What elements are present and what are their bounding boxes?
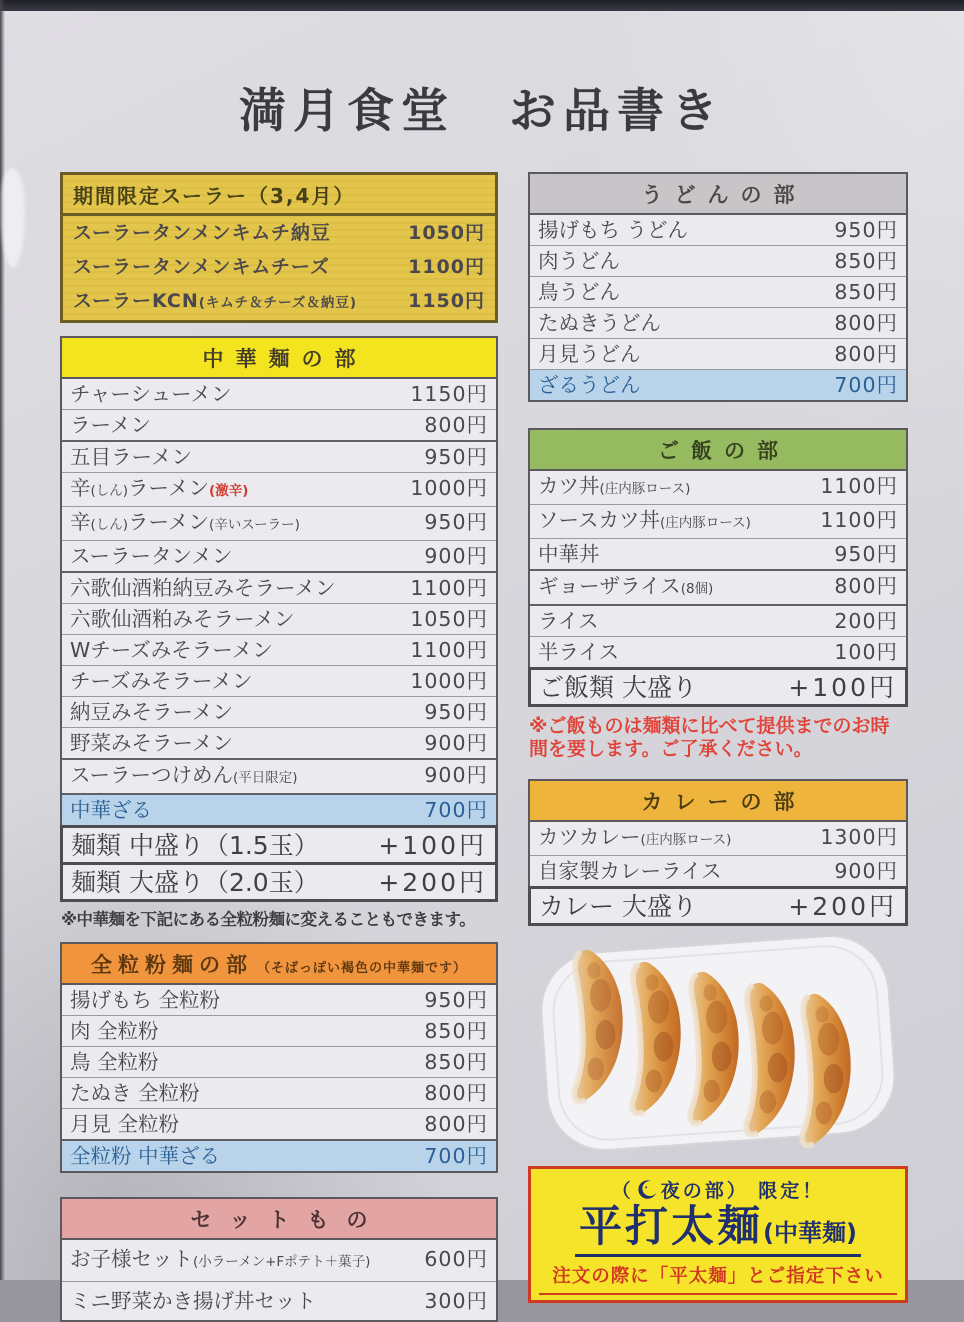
menu-item-row (530, 822, 906, 855)
item-price: 1100円 (410, 576, 488, 600)
menu-item-row (530, 245, 906, 276)
item-name: ミニ野菜かき揚げ丼セット (70, 1289, 316, 1313)
item-name: 野菜みそラーメン (70, 731, 233, 755)
item-name: チーズみそラーメン (70, 669, 253, 693)
item-name: 納豆みそラーメン (70, 700, 233, 724)
tape-artifact (1, 168, 25, 268)
udon-section-header: うどんの部 (530, 174, 906, 215)
menu-item-row (530, 307, 906, 338)
menu-item-row (62, 603, 496, 634)
open-paren: （ (611, 1180, 634, 1202)
item-price: 800円 (424, 413, 488, 437)
left-column (60, 172, 498, 1322)
menu-item-row (62, 793, 496, 825)
item-price: 950円 (424, 510, 488, 534)
item-price: 850円 (834, 280, 898, 304)
item-price: 1100円 (408, 256, 485, 278)
item-price: 1100円 (820, 508, 898, 532)
item-name: 揚げもち うどん (538, 218, 689, 242)
section-zenryufun-men (60, 942, 498, 1173)
menu-item-row (530, 604, 906, 636)
menu-item-row (62, 540, 496, 571)
menu-item-row (530, 538, 906, 569)
menu-item-row (62, 1281, 496, 1320)
item-name: 辛(しん)ラーメン(辛いスーラー) (70, 510, 300, 534)
item-name: ライス (538, 609, 599, 633)
gohan-wait-time-note: ※ご飯ものは麺類に比べて提供までのお時間を要します。ご了承ください。 (529, 715, 890, 760)
udon-item-list (530, 215, 906, 400)
chuka-size-options (60, 825, 498, 902)
crescent-moon-icon (637, 1179, 658, 1200)
menu-item-row (530, 276, 906, 307)
menu-item-row (530, 215, 906, 245)
curry-size-options (528, 886, 908, 926)
item-name: 月見うどん (538, 342, 641, 366)
item-price: 950円 (834, 542, 898, 566)
item-name: 半ライス (538, 640, 620, 664)
limited-section-header: 期間限定スーラー（3,4月） (63, 175, 495, 216)
item-price: 700円 (834, 373, 898, 397)
item-name: カツカレー(庄内豚ロース) (538, 825, 732, 849)
menu-item-row (62, 727, 496, 758)
menu-item-row (62, 985, 496, 1015)
menu-item-row (530, 569, 906, 604)
gohan-size-options (528, 667, 908, 707)
item-name: 辛(しん)ラーメン(激辛) (70, 476, 249, 500)
item-price: 700円 (424, 1144, 488, 1168)
chuka-note: ※中華麺を下記にある全粒粉麺に変えることもできます。 (61, 910, 476, 929)
night-order-instruction: 注文の際に「平太麺」とご指定下さい (539, 1262, 897, 1295)
item-price: 850円 (834, 249, 898, 273)
item-price: 900円 (834, 859, 898, 883)
curry-section-header: カレーの部 (530, 781, 906, 822)
item-price: 1050円 (410, 607, 488, 631)
item-price: 950円 (834, 218, 898, 242)
item-name: たぬきうどん (538, 311, 661, 335)
zenryufun-item-list (62, 985, 496, 1171)
item-price: 900円 (424, 544, 488, 568)
item-name: スーラータンメン (70, 544, 233, 568)
menu-item-row (62, 506, 496, 540)
section-gohan (528, 428, 908, 669)
chuka-item-list (62, 379, 496, 825)
section-set-mono (60, 1197, 498, 1322)
item-price: 1000円 (410, 669, 488, 693)
photo-edge-top (0, 0, 964, 11)
menu-item-row (62, 440, 496, 472)
item-name: 鳥 全粒粉 (70, 1050, 159, 1074)
menu-item-row (62, 758, 496, 793)
item-name: たぬき 全粒粉 (70, 1081, 200, 1105)
item-price: +100円 (378, 831, 487, 860)
item-price: 1100円 (410, 638, 488, 662)
size-upgrade-row (528, 886, 908, 926)
menu-item-row (62, 571, 496, 603)
menu-item-row (530, 504, 906, 538)
menu-item-row (62, 1139, 496, 1171)
item-name: カレー 大盛り (539, 892, 697, 921)
item-price: 800円 (424, 1081, 488, 1105)
item-price: +100円 (788, 673, 897, 702)
item-price: 1000円 (410, 476, 488, 500)
size-upgrade-row (60, 862, 498, 902)
limited-item-list (63, 216, 495, 320)
item-price: 800円 (424, 1112, 488, 1136)
item-price: 1100円 (820, 474, 898, 498)
menu-item-row (63, 284, 495, 320)
item-name: 六歌仙酒粕納豆みそラーメン (70, 576, 336, 600)
item-name: 六歌仙酒粕みそラーメン (70, 607, 295, 631)
item-name: ご飯類 大盛り (539, 673, 697, 702)
section-udon (528, 172, 908, 402)
menu-item-row (62, 696, 496, 727)
night-special-box (528, 1166, 908, 1303)
menu-item-row (530, 636, 906, 667)
item-price: 800円 (834, 342, 898, 366)
item-price: 900円 (424, 763, 488, 787)
item-name: 麺類 中盛り（1.5玉） (71, 831, 319, 860)
item-name: 全粒粉 中華ざる (70, 1144, 221, 1168)
item-name: 中華丼 (538, 542, 600, 566)
menu-item-row (62, 1046, 496, 1077)
right-column (528, 172, 908, 1303)
item-name: スーラータンメンキムチーズ (73, 256, 330, 278)
zenryufun-section-header (62, 944, 496, 985)
gohan-item-list (530, 471, 906, 667)
item-name: 麺類 大盛り（2.0玉） (71, 868, 319, 897)
curry-item-list (530, 822, 906, 886)
night-availability-text: 夜の部） 限定！ (660, 1180, 825, 1202)
item-price: 300円 (424, 1289, 488, 1313)
menu-item-row (63, 216, 495, 250)
item-name: 肉うどん (538, 249, 620, 273)
menu-item-row (62, 1015, 496, 1046)
item-price: 1150円 (410, 382, 488, 406)
menu-item-row (62, 634, 496, 665)
item-name: ソースカツ丼(庄内豚ロース) (538, 508, 751, 532)
page-title: 満月食堂 お品書き (239, 84, 725, 139)
menu-item-row (62, 1077, 496, 1108)
menu-item-row (530, 338, 906, 369)
menu-item-row (63, 250, 495, 284)
item-price: 700円 (424, 798, 488, 822)
night-special-main: 平打太麺 (579, 1202, 764, 1252)
zenryufun-subtitle: （そばっぽい褐色の中華麺です） (256, 961, 467, 976)
section-chuka-men (60, 336, 498, 827)
menu-item-row (62, 409, 496, 440)
item-price: 1050円 (408, 222, 485, 244)
menu-item-row (62, 1240, 496, 1281)
item-name: 中華ざる (70, 798, 152, 822)
item-name: スーラーKCN(キムチ＆チーズ＆納豆) (73, 290, 358, 312)
night-special-name (575, 1203, 861, 1257)
size-upgrade-row (528, 667, 908, 707)
section-limited-sura (60, 172, 498, 323)
item-price: 900円 (424, 731, 488, 755)
item-name: 鳥うどん (538, 280, 620, 304)
size-upgrade-row (60, 825, 498, 865)
item-name: 月見 全粒粉 (70, 1112, 180, 1136)
item-price: 950円 (424, 988, 488, 1012)
item-name: チャーシューメン (70, 382, 232, 406)
night-special-availability (539, 1176, 897, 1203)
item-name: ざるうどん (538, 373, 641, 397)
set-item-list (62, 1240, 496, 1320)
set-section-header: セットもの (62, 1199, 496, 1240)
item-price: +200円 (378, 868, 487, 897)
section-curry (528, 779, 908, 888)
item-name: Wチーズみそラーメン (70, 638, 273, 662)
item-price: 600円 (424, 1247, 488, 1271)
menu-item-row (62, 1108, 496, 1139)
item-price: 100円 (834, 640, 898, 664)
chuka-section-header: 中華麺の部 (62, 338, 496, 379)
menu-item-row (62, 472, 496, 506)
menu-columns (60, 172, 908, 1322)
item-name: カツ丼(庄内豚ロース) (538, 474, 691, 498)
item-name: スーラータンメンキムチ納豆 (73, 222, 331, 244)
item-price: 800円 (834, 311, 898, 335)
item-name: 揚げもち 全粒粉 (70, 988, 221, 1012)
zenryufun-title: 全粒粉麺の部 (90, 952, 253, 977)
item-name: 肉 全粒粉 (70, 1019, 159, 1043)
item-name: 五目ラーメン (70, 445, 192, 469)
item-price: 950円 (424, 445, 488, 469)
menu-item-row (530, 471, 906, 504)
item-name: スーラーつけめん(平日限定) (70, 763, 298, 787)
item-price: 1150円 (408, 290, 485, 312)
menu-item-row (530, 369, 906, 400)
gyoza-plate-illustration (528, 934, 908, 1156)
item-name: ラーメン (70, 413, 151, 437)
menu-item-row (62, 665, 496, 696)
menu-item-row (530, 855, 906, 886)
item-name: 自家製カレーライス (538, 859, 722, 883)
item-price: 200円 (834, 609, 898, 633)
item-name: ギョーザライス(8個) (538, 574, 714, 598)
item-price: 850円 (424, 1050, 488, 1074)
item-price: +200円 (788, 892, 897, 921)
item-price: 1300円 (820, 825, 898, 849)
item-price: 850円 (424, 1019, 488, 1043)
night-special-sub: (中華麺) (763, 1219, 857, 1247)
menu-item-row (62, 379, 496, 409)
gohan-section-header: ご飯の部 (530, 430, 906, 471)
item-price: 950円 (424, 700, 488, 724)
item-name: お子様セット(小ラーメン+Fポテト＋菓子) (70, 1247, 371, 1271)
item-price: 800円 (834, 574, 898, 598)
